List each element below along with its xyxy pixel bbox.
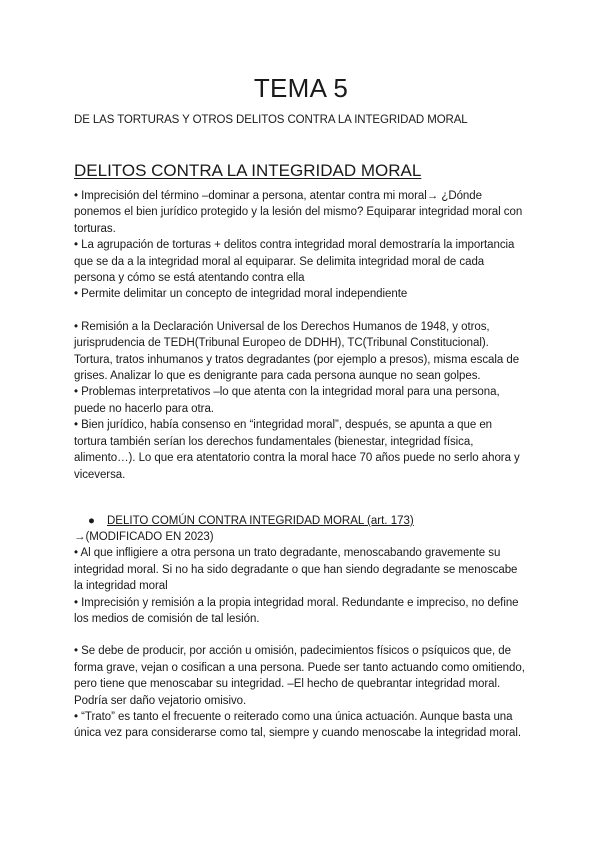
paragraph: • “Trato” es tanto el frecuente o reiterado como una única actuación. Aunque basta una única vez para considerarse como tal, siempre y cuando menoscabe la integridad moral. bbox=[74, 710, 522, 740]
page-subtitle: DE LAS TORTURAS Y OTROS DELITOS CONTRA LA INTEGRIDAD MORAL bbox=[74, 114, 468, 126]
subsection-heading-text: DELITO COMÚN CONTRA INTEGRIDAD MORAL (art. 173) bbox=[107, 514, 414, 527]
bullet-icon: ● bbox=[88, 514, 95, 527]
subsection-heading bbox=[74, 513, 528, 529]
paragraph: • Se debe de producir, por acción u omisión, padecimientos físicos o psíquicos que, de forma grave, vejan o cosifican a una persona. Puede ser tanto actuando como omitiendo, pero tiene que menoscabar su integridad. –El hecho de quebrantar integridad moral. Podría ser daño vejatorio omisivo. bbox=[74, 645, 525, 707]
paragraph-group-4 bbox=[74, 643, 528, 741]
paragraph: • La agrupación de torturas + delitos contra integridad moral demostraría la importancia que se da a la integridad moral al equiparar. Se delimita integridad moral de cada persona y cómo se está atentando contra ella bbox=[74, 239, 515, 285]
paragraph: • Imprecisión y remisión a la propia integridad moral. Redundante e impreciso, no define los medios de comisión de tal lesión. bbox=[74, 596, 519, 625]
paragraph-group-3 bbox=[74, 529, 528, 627]
paragraph: • Bien jurídico, había consenso en “integridad moral”, después, se apunta a que en tortura también serían los derechos fundamentales (bienestar, integridad física, alimento…). Lo que era atentatorio contra la moral hace 70 años puede no serlo ahora y viceversa. bbox=[74, 419, 520, 481]
paragraph-group-2 bbox=[74, 319, 528, 483]
paragraph: • Imprecisión del término –dominar a persona, atentar contra mi moral→ ¿Dónde ponemos el bien jurídico protegido y la lesión del mismo? Equiparar integridad moral con torturas. bbox=[74, 190, 523, 235]
paragraph: • Permite delimitar un concepto de integridad moral independiente bbox=[74, 288, 408, 301]
paragraph: • Al que infligiere a otra persona un trato degradante, menoscabando gravemente su integridad moral. Si no ha sido degradante o que han siendo degradante se menoscabe la integridad moral bbox=[74, 547, 518, 593]
paragraph-group-1 bbox=[74, 188, 528, 303]
paragraph: • Remisión a la Declaración Universal de los Derechos Humanos de 1948, y otros, jurisprudencia de TEDH(Tribunal Europeo de DDHH), TC(Tribunal Constitucional). Tortura, tratos inhumanos y tratos degradantes (por ejemplo a presos), misma escala de grises. Analizar lo que es denigrante para cada persona aunque no sean golpes. bbox=[74, 320, 520, 383]
section-heading: DELITOS CONTRA LA INTEGRIDAD MORAL bbox=[74, 161, 422, 180]
paragraph: • Problemas interpretativos –lo que atenta con la integridad moral para una persona, puede no hacerlo para otra. bbox=[74, 386, 500, 415]
paragraph: →(MODIFICADO EN 2023) bbox=[74, 530, 214, 543]
page-title: TEMA 5 bbox=[253, 73, 349, 103]
